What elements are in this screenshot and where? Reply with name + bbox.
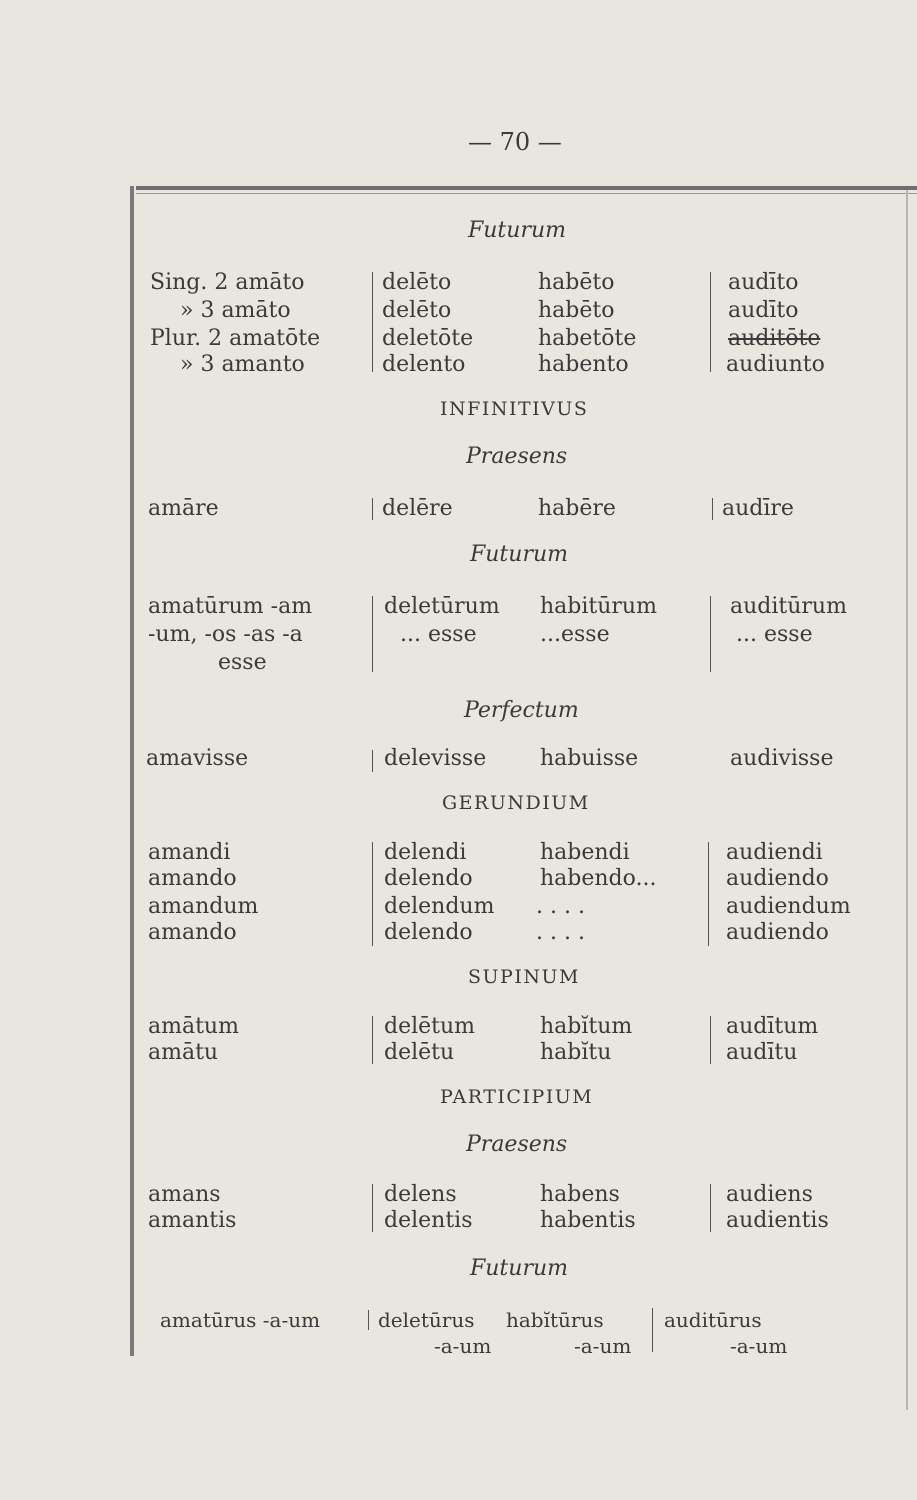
imperative-row-label: » 3 amāto — [180, 298, 291, 323]
top-rule-thin — [136, 193, 917, 194]
section-inf-futurum: Futurum — [470, 542, 568, 567]
imperative-cell: habetōte — [538, 326, 637, 351]
column-divider — [708, 842, 709, 946]
column-divider — [372, 596, 373, 672]
section-part-praesens: Praesens — [466, 1132, 568, 1157]
section-gerundium: GERUNDIUM — [442, 792, 590, 814]
supinum-cell: audītum — [726, 1014, 819, 1039]
inf-futurum-cell: ... esse — [400, 622, 477, 647]
imperative-cell: audīto — [728, 270, 799, 295]
gerundium-cell: audiendi — [726, 840, 823, 865]
gerundium-cell: habendo... — [540, 866, 657, 891]
section-inf-perfectum: Perfectum — [464, 698, 579, 723]
supinum-cell: amātu — [148, 1040, 219, 1065]
inf-praesens-cell: habēre — [538, 496, 616, 521]
gerundium-cell: delendum — [384, 894, 495, 919]
gerundium-cell: . . . . — [536, 894, 585, 919]
imperative-cell: habēto — [538, 270, 615, 295]
inf-perfectum-cell: habuisse — [540, 746, 639, 771]
column-divider — [710, 1016, 711, 1064]
inf-futurum-cell: ...esse — [540, 622, 610, 647]
inf-perfectum-cell: delevisse — [384, 746, 487, 771]
column-divider — [372, 272, 373, 372]
section-participium: PARTICIPIUM — [440, 1086, 594, 1108]
section-part-futurum: Futurum — [470, 1256, 568, 1281]
part-futurum-cell: amatūrus -a-um — [160, 1308, 321, 1332]
supinum-cell: habĭtu — [540, 1040, 612, 1065]
inf-futurum-cell: amatūrum -am — [148, 594, 313, 619]
column-divider — [652, 1308, 653, 1352]
part-futurum-cell: auditūrus — [664, 1308, 762, 1332]
column-divider — [372, 750, 373, 772]
inf-perfectum-cell: amavisse — [146, 746, 249, 771]
left-rule — [130, 186, 134, 1356]
gerundium-cell: amando — [148, 866, 237, 891]
column-divider — [372, 1184, 373, 1232]
section-supinum: SUPINUM — [468, 966, 580, 988]
part-futurum-cell: -a-um — [434, 1334, 492, 1358]
inf-perfectum-cell: audivisse — [730, 746, 834, 771]
column-divider — [372, 842, 373, 946]
right-rule — [906, 190, 908, 1410]
inf-futurum-cell: esse — [218, 650, 267, 675]
supinum-cell: delētu — [384, 1040, 455, 1065]
inf-futurum-cell: auditūrum — [730, 594, 847, 619]
gerundium-cell: delendo — [384, 866, 473, 891]
part-praesens-cell: habens — [540, 1182, 620, 1207]
inf-praesens-cell: amāre — [148, 496, 219, 521]
inf-futurum-cell: ... esse — [736, 622, 813, 647]
page-number: — 70 — — [468, 128, 562, 156]
top-rule — [136, 186, 917, 190]
column-divider — [710, 272, 711, 372]
imperative-cell: habento — [538, 352, 629, 377]
imperative-cell: audiunto — [726, 352, 825, 377]
imperative-cell: audīto — [728, 298, 799, 323]
inf-futurum-cell: -um, -os -as -a — [148, 622, 303, 647]
imperative-cell: delento — [382, 352, 466, 377]
supinum-cell: habĭtum — [540, 1014, 633, 1039]
gerundium-cell: . . . . — [536, 920, 585, 945]
part-futurum-cell: -a-um — [574, 1334, 632, 1358]
column-divider — [372, 1016, 373, 1064]
gerundium-cell: audiendum — [726, 894, 851, 919]
gerundium-cell: amandi — [148, 840, 231, 865]
gerundium-cell: audiendo — [726, 920, 829, 945]
inf-futurum-cell: habitūrum — [540, 594, 657, 619]
inf-praesens-cell: delēre — [382, 496, 453, 521]
imperative-cell-struck: auditōte — [728, 326, 821, 351]
imperative-row-label: Sing. 2 amāto — [150, 270, 305, 295]
part-praesens-cell: audiens — [726, 1182, 813, 1207]
imperative-cell: habēto — [538, 298, 615, 323]
part-praesens-cell: audientis — [726, 1208, 829, 1233]
imperative-cell: deletōte — [382, 326, 474, 351]
section-imperative-futurum: Futurum — [468, 218, 566, 243]
supinum-cell: audītu — [726, 1040, 798, 1065]
supinum-cell: amātum — [148, 1014, 239, 1039]
supinum-cell: delētum — [384, 1014, 476, 1039]
imperative-row-label: Plur. 2 amatōte — [150, 326, 321, 351]
part-praesens-cell: habentis — [540, 1208, 636, 1233]
section-infinitivus: INFINITIVUS — [440, 398, 589, 420]
part-praesens-cell: amans — [148, 1182, 221, 1207]
part-praesens-cell: delentis — [384, 1208, 473, 1233]
inf-praesens-cell: audīre — [722, 496, 794, 521]
column-divider — [368, 1310, 369, 1330]
gerundium-cell: delendo — [384, 920, 473, 945]
imperative-cell: delēto — [382, 270, 452, 295]
gerundium-cell: audiendo — [726, 866, 829, 891]
gerundium-cell: amando — [148, 920, 237, 945]
section-inf-praesens: Praesens — [466, 444, 568, 469]
part-futurum-cell: deletūrus — [378, 1308, 475, 1332]
part-praesens-cell: amantis — [148, 1208, 237, 1233]
imperative-cell: delēto — [382, 298, 452, 323]
part-futurum-cell: habĭtūrus — [506, 1308, 604, 1332]
column-divider — [710, 1184, 711, 1232]
imperative-row-label: » 3 amanto — [180, 352, 305, 377]
gerundium-cell: delendi — [384, 840, 467, 865]
inf-futurum-cell: deletūrum — [384, 594, 500, 619]
gerundium-cell: habendi — [540, 840, 630, 865]
column-divider — [372, 498, 373, 520]
gerundium-cell: amandum — [148, 894, 259, 919]
column-divider — [710, 596, 711, 672]
column-divider — [712, 498, 713, 520]
part-futurum-cell: -a-um — [730, 1334, 788, 1358]
part-praesens-cell: delens — [384, 1182, 457, 1207]
